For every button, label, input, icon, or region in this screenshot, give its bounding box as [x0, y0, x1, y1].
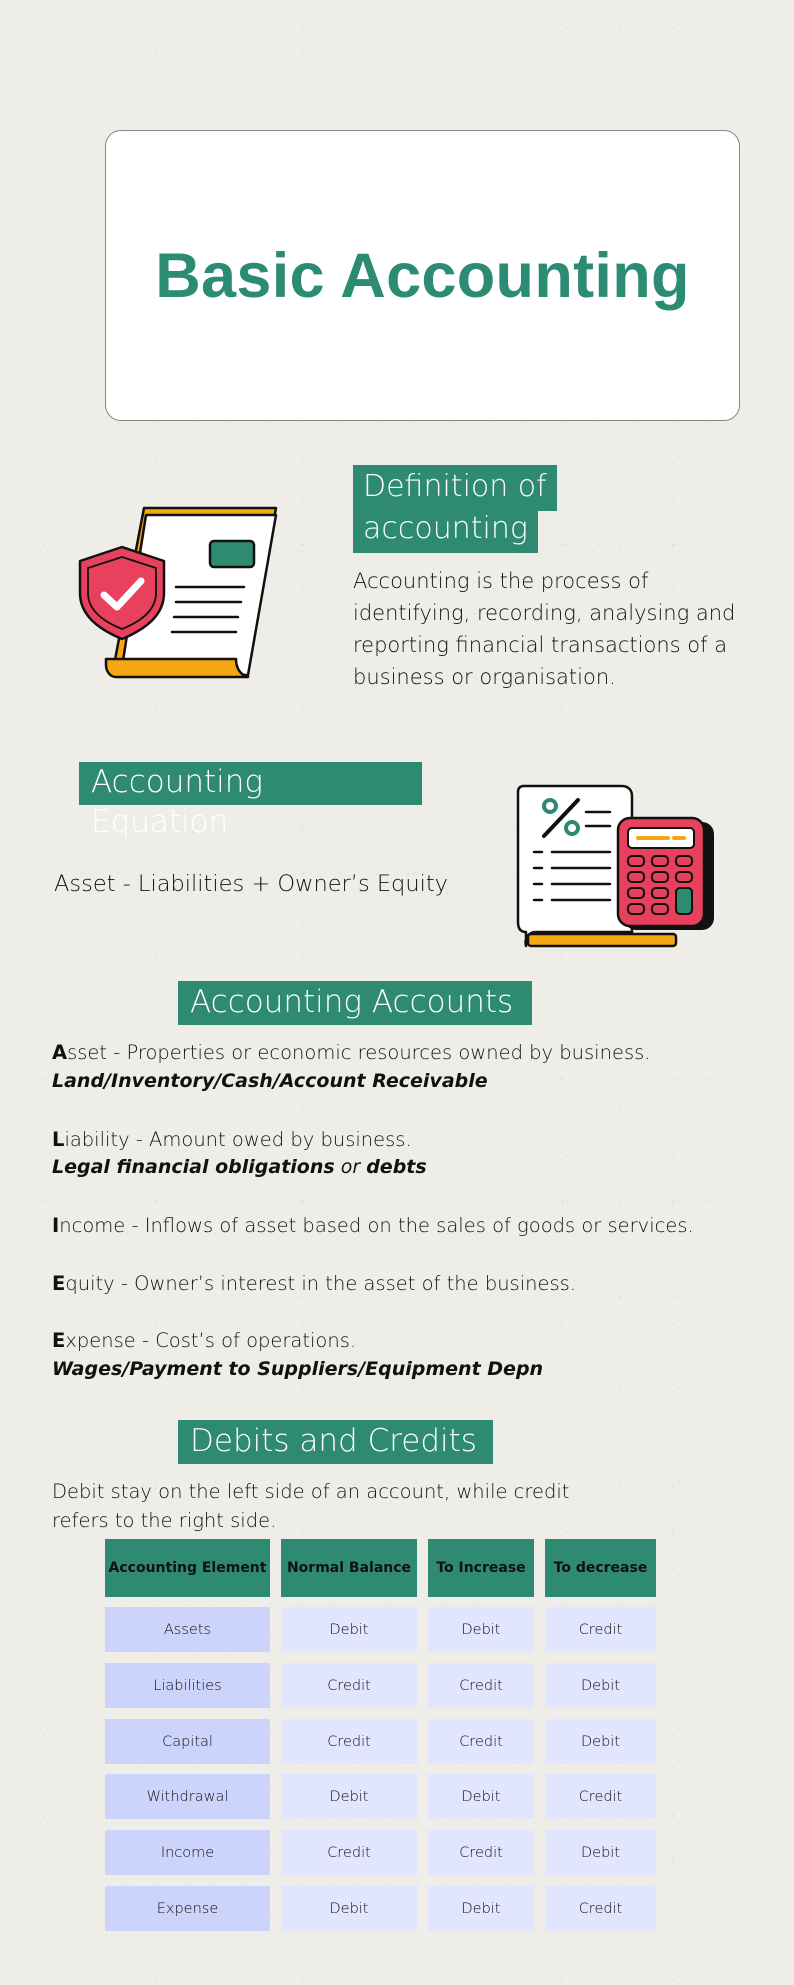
table-cell: Credit [281, 1663, 417, 1708]
expense-definition: Expense - Cost’s of operations. [52, 1329, 357, 1352]
table-cell: Liabilities [105, 1663, 270, 1708]
definition-heading-line1: Definition of [353, 465, 557, 511]
table-cell: Capital [105, 1719, 270, 1764]
table-cell: Withdrawal [105, 1774, 270, 1819]
table-cell: Debit [545, 1663, 656, 1708]
liability-examples: Legal financial obligations or debts [52, 1156, 427, 1178]
table-cell: Debit [545, 1830, 656, 1875]
table-cell: Income [105, 1830, 270, 1875]
table-cell: Expense [105, 1886, 270, 1931]
table-cell: Debit [428, 1607, 534, 1652]
table-cell: Debit [545, 1719, 656, 1764]
equation-text: Asset - Liabilities + Owner’s Equity [54, 871, 448, 897]
asset-examples: Land/Inventory/Cash/Account Receivable [52, 1070, 488, 1092]
table-cell: Credit [428, 1830, 534, 1875]
liability-definition: Liability - Amount owed by business. [52, 1128, 412, 1151]
income-definition: Income - Inflows of asset based on the sales of goods or services. [52, 1214, 694, 1237]
table-cell: Credit [545, 1886, 656, 1931]
title-card [105, 130, 740, 421]
table-cell: Credit [545, 1607, 656, 1652]
page-title: Basic Accounting [155, 240, 690, 311]
table-header-normal-balance: Normal Balance [281, 1539, 417, 1597]
table-cell: Credit [281, 1719, 417, 1764]
debits-credits-heading: Debits and Credits [178, 1420, 493, 1464]
table-cell: Credit [428, 1719, 534, 1764]
table-cell: Credit [428, 1663, 534, 1708]
table-cell: Debit [428, 1774, 534, 1819]
document-shield-icon [76, 505, 286, 680]
table-cell: Debit [281, 1607, 417, 1652]
table-cell: Assets [105, 1607, 270, 1652]
expense-examples: Wages/Payment to Suppliers/Equipment Depn [52, 1358, 544, 1380]
asset-definition: Asset - Properties or economic resources owned by business. [52, 1041, 651, 1064]
document-calculator-icon [514, 782, 718, 952]
debits-credits-text: Debit stay on the left side of an account, while credit refers to the right side. [52, 1480, 570, 1532]
table-cell: Credit [545, 1774, 656, 1819]
table-header-accounting-element: Accounting Element [105, 1539, 270, 1597]
table-cell: Debit [428, 1886, 534, 1931]
equation-heading: Accounting Equation [79, 762, 422, 805]
table-header-to-decrease: To decrease [545, 1539, 656, 1597]
equity-definition: Equity - Owner’s interest in the asset of the business. [52, 1272, 577, 1295]
table-cell: Debit [281, 1774, 417, 1819]
table-cell: Debit [281, 1886, 417, 1931]
accounts-heading: Accounting Accounts [178, 981, 532, 1025]
table-header-to-increase: To Increase [428, 1539, 534, 1597]
definition-text: Accounting is the process of identifying, recording, analysing and reporting financial transactions of a business or organisation. [353, 569, 736, 689]
table-cell: Credit [281, 1830, 417, 1875]
definition-heading-line2: accounting [353, 507, 538, 553]
